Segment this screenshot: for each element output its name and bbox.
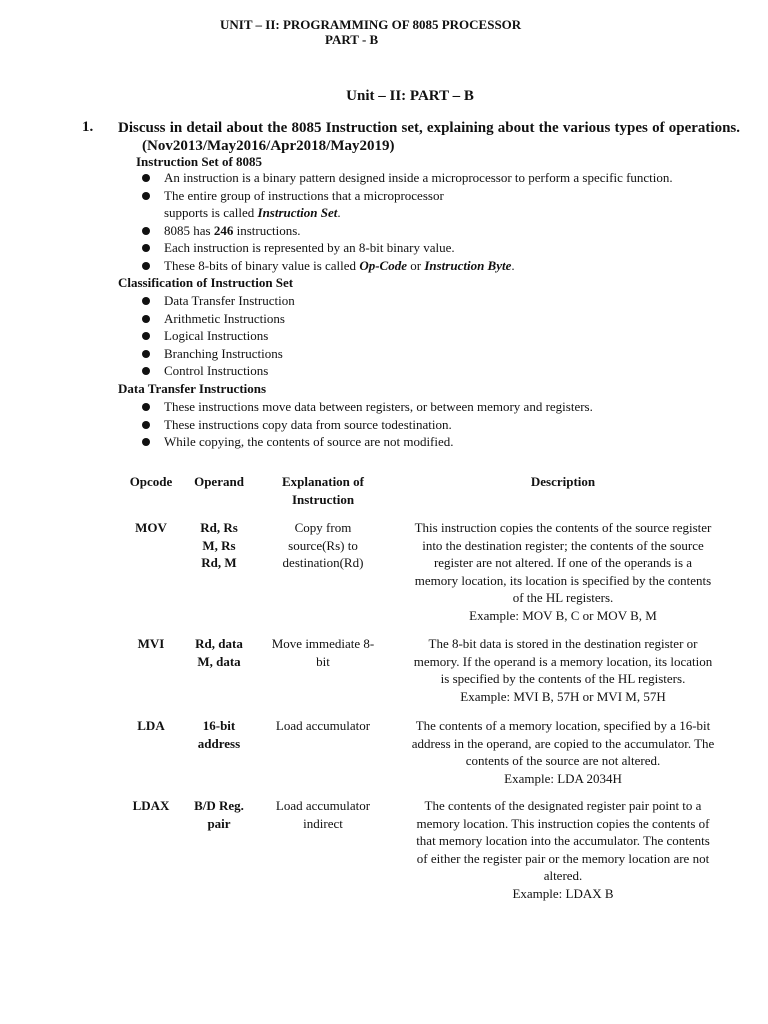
operand-cell: 16-bit address — [197, 718, 241, 751]
bullet-icon — [142, 262, 150, 270]
operand-cell: Rd, Rs M, Rs Rd, M — [200, 520, 238, 571]
bullet-icon — [142, 438, 150, 446]
question-text — [118, 119, 740, 155]
emphasis-text: Op-Code — [359, 257, 407, 273]
question-number: 1. — [82, 119, 94, 135]
data-transfer-list — [138, 398, 593, 451]
opcode-cell: LDA — [137, 718, 165, 733]
list-item: These instructions move data between registers, or between memory and registers. — [138, 398, 593, 416]
bullet-icon — [142, 421, 150, 429]
header-explanation: Explanation of Instruction — [282, 474, 364, 507]
list-item: These instructions copy data from source todestination. — [138, 416, 593, 434]
header-opcode: Opcode — [129, 474, 173, 489]
explanation-cell: Move immediate 8- bit — [271, 636, 375, 669]
opcode-cell: LDAX — [132, 798, 170, 813]
question-body: Discuss in detail about the 8085 Instruction set, explaining about the various types of operations. — [118, 120, 740, 136]
explanation-cell: Copy from source(Rs) to destination(Rd) — [282, 520, 364, 571]
description-cell: The contents of the designated register pair point to a memory location. This instruction copies the contents of that memory location into the accumulator. The contents of either the register pair or the memory location are not altered. Example: LDAX B — [416, 798, 710, 901]
explanation-cell: Load accumulator indirect — [275, 798, 371, 831]
section-title: Unit – II: PART – B — [346, 88, 474, 104]
data-transfer-heading: Data Transfer Instructions — [118, 381, 267, 396]
bullet-icon — [142, 332, 150, 340]
bullet-icon — [142, 350, 150, 358]
bullet-icon — [142, 403, 150, 411]
list-item: 8085 has 246 instructions. — [138, 222, 673, 240]
header-operand: Operand — [194, 474, 244, 489]
unit-title: UNIT – II: PROGRAMMING OF 8085 PROCESSOR — [220, 17, 522, 32]
description-cell: This instruction copies the contents of the source register into the destination register; the contents of the source register are not altered. If one of the operands is a memory location, its location is specified by the contents of the HL registers. Example: MOV B, C or MOV B, M — [414, 520, 712, 623]
classification-heading: Classification of Instruction Set — [118, 275, 294, 290]
bullet-icon — [142, 174, 150, 182]
instruction-set-heading: Instruction Set of 8085 — [136, 154, 263, 169]
list-item: These 8-bits of binary value is called Op-Code or Instruction Byte. — [138, 257, 673, 275]
emphasis-text: 246 — [213, 222, 234, 238]
list-item: While copying, the contents of source are not modified. — [138, 433, 593, 451]
operand-cell: B/D Reg. pair — [194, 798, 244, 831]
list-item: Branching Instructions — [138, 345, 295, 363]
description-cell: The contents of a memory location, specified by a 16-bit address in the operand, are copied to the accumulator. The contents of the source are not altered. Example: LDA 2034H — [411, 718, 715, 786]
bullet-icon — [142, 227, 150, 235]
question-exam-tag: (Nov2013/May2016/Apr2018/May2019) — [142, 138, 395, 154]
bullet-icon — [142, 244, 150, 252]
list-item: The entire group of instructions that a microprocessor supports is called Instruction Set. — [138, 187, 673, 222]
list-item: An instruction is a binary pattern designed inside a microprocessor to perform a specific function. — [138, 169, 673, 187]
classification-list — [138, 292, 295, 380]
explanation-cell: Load accumulator — [275, 718, 371, 733]
emphasis-text: Instruction Set — [257, 205, 338, 221]
list-item: Data Transfer Instruction — [138, 292, 295, 310]
emphasis-text: Instruction Byte — [424, 257, 512, 273]
part-label: PART - B — [325, 32, 379, 47]
operand-cell: Rd, data M, data — [195, 636, 243, 669]
description-cell: The 8-bit data is stored in the destination register or memory. If the operand is a memory location, its location is specified by the contents of the HL registers. Example: MVI B, 57H or MVI M, 57H — [413, 636, 713, 704]
bullet-icon — [142, 315, 150, 323]
list-item: Logical Instructions — [138, 327, 295, 345]
bullet-icon — [142, 297, 150, 305]
list-item: Each instruction is represented by an 8-bit binary value. — [138, 239, 673, 257]
list-item: Control Instructions — [138, 362, 295, 380]
bullet-icon — [142, 367, 150, 375]
instruction-set-list — [138, 169, 673, 275]
opcode-cell: MOV — [135, 520, 167, 535]
opcode-cell: MVI — [137, 636, 165, 651]
bullet-icon — [142, 192, 150, 200]
list-item: Arithmetic Instructions — [138, 310, 295, 328]
header-description: Description — [530, 474, 596, 489]
